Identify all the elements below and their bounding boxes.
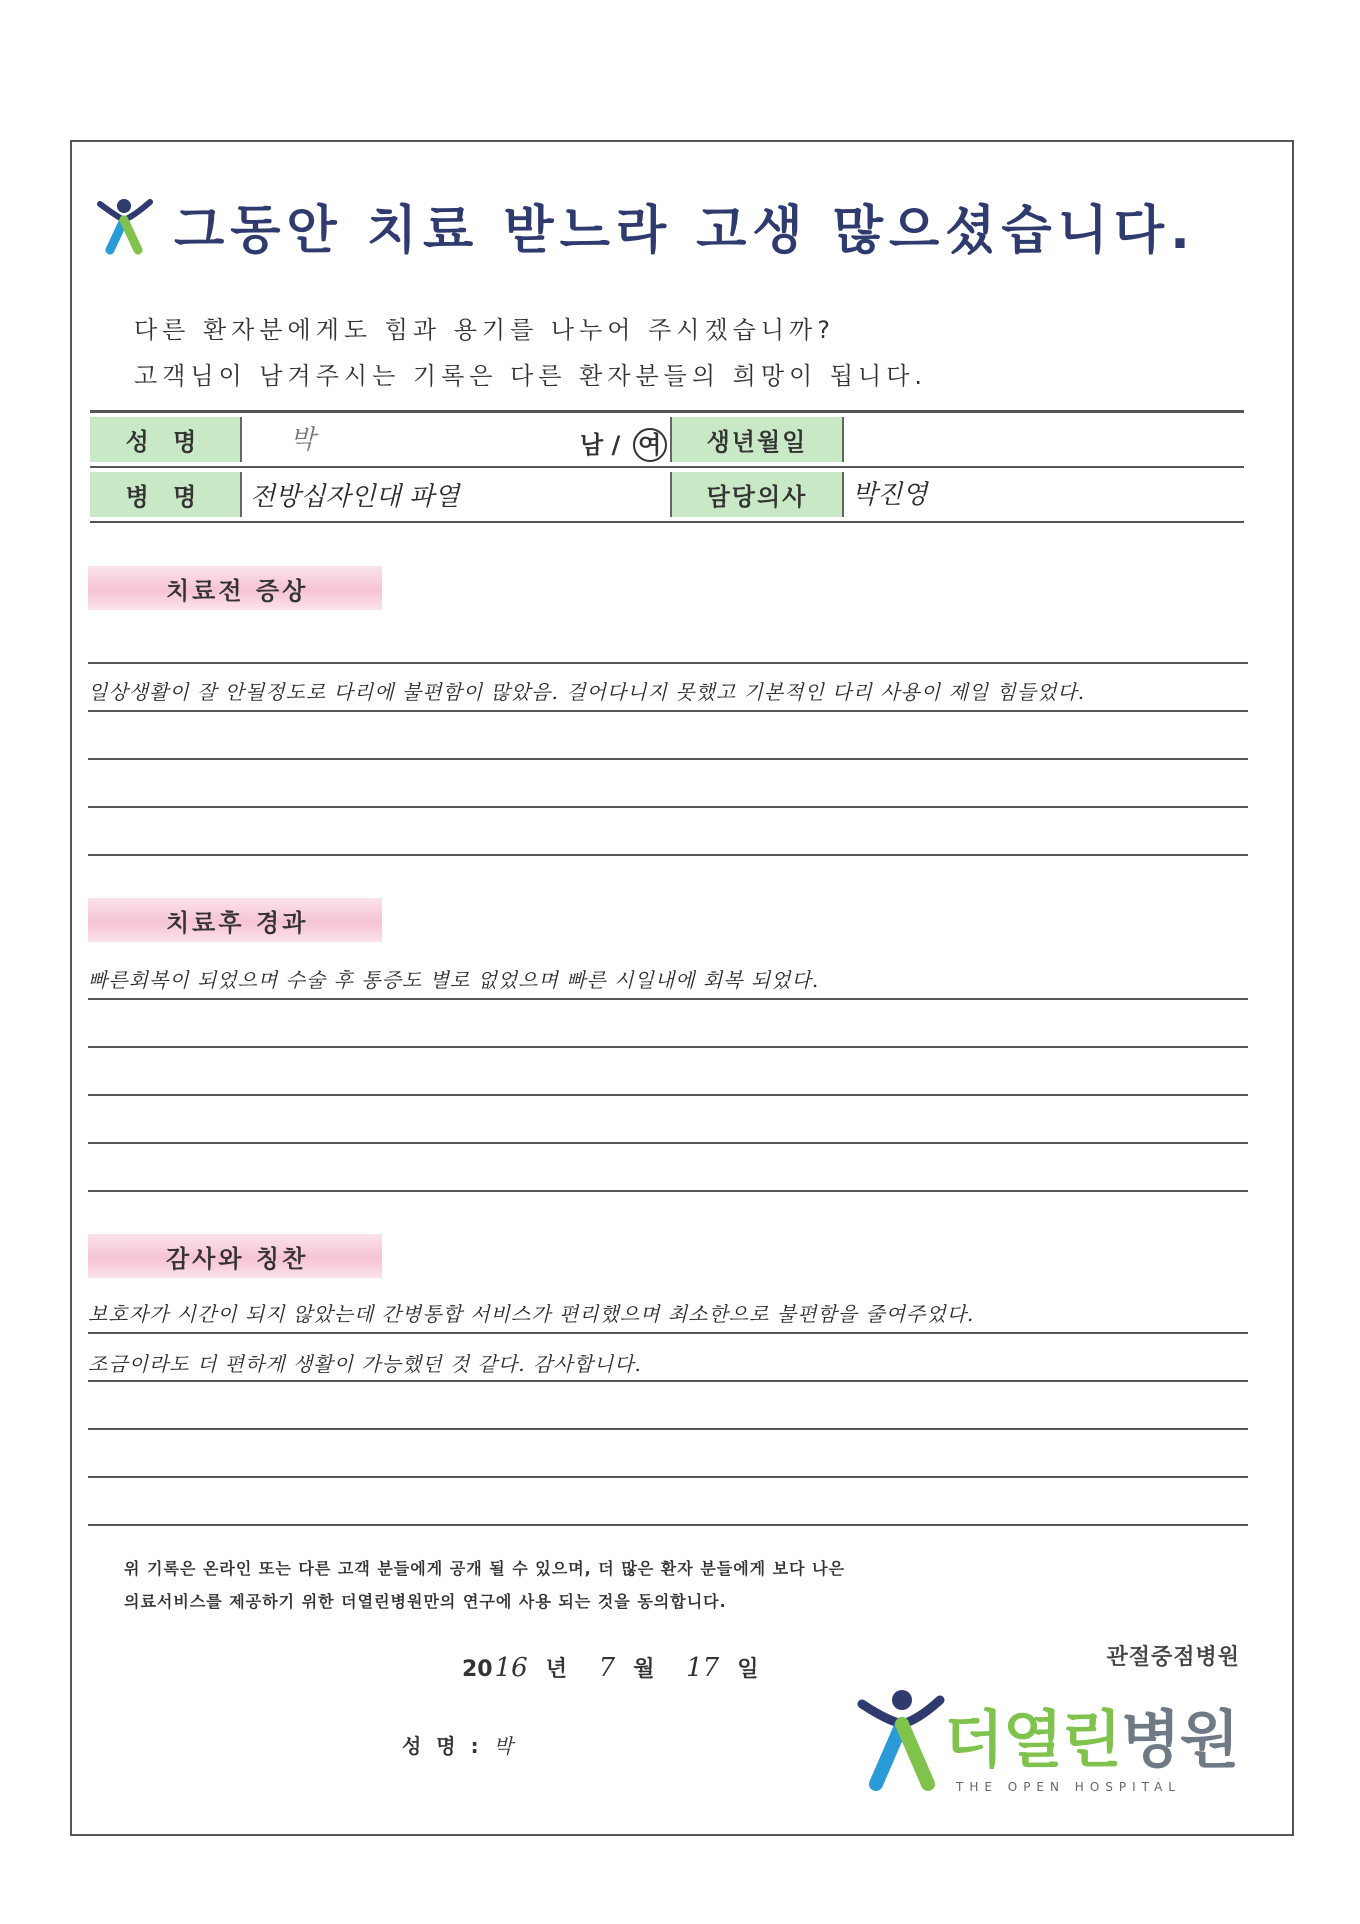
feedback-form <box>70 140 1294 1836</box>
signature-field[interactable] <box>402 1730 513 1759</box>
date-field[interactable] <box>462 1652 759 1683</box>
section-before-header: 치료전 증상 <box>88 566 382 610</box>
date-day-label: 일 <box>737 1657 759 1682</box>
intro-line-1: 다른 환자분에게도 힘과 용기를 나누어 주시겠습니까? <box>134 316 835 344</box>
ruled-line <box>88 662 1248 664</box>
date-year-value: 16 <box>494 1653 528 1683</box>
date-month-label: 월 <box>633 1657 655 1682</box>
ruled-line <box>88 1094 1248 1096</box>
date-year-label: 년 <box>545 1657 567 1682</box>
logo-brand-green: 더열린 <box>944 1703 1121 1776</box>
consent-line-2: 의료서비스를 제공하기 위한 더열린병원만의 연구에 사용 되는 것을 동의합니다. <box>124 1592 727 1611</box>
logo-brand <box>944 1690 1238 1779</box>
doctor-value[interactable]: 박진영 <box>852 480 928 510</box>
date-prefix: 20 <box>462 1657 493 1682</box>
ruled-line <box>88 1046 1248 1048</box>
gender-selected: 여 <box>633 428 667 462</box>
signature-label: 성 명 : <box>402 1734 483 1758</box>
hospital-logo <box>852 1640 1252 1820</box>
ruled-line <box>88 854 1248 856</box>
form-header <box>94 188 1196 263</box>
ruled-line <box>88 998 1248 1000</box>
logo-mascot-icon <box>852 1684 948 1794</box>
patient-info-table <box>90 410 1244 523</box>
ruled-line <box>88 1332 1248 1334</box>
hospital-mascot-icon <box>94 194 158 258</box>
ruled-line <box>88 710 1248 712</box>
gender-field[interactable] <box>580 425 667 462</box>
ruled-line <box>88 1476 1248 1478</box>
ruled-line <box>88 1428 1248 1430</box>
section-thanks-header: 감사와 칭찬 <box>88 1234 382 1278</box>
page-title: 그동안 치료 받느라 고생 많으셨습니다. <box>174 201 1196 261</box>
date-month-value: 7 <box>598 1653 616 1683</box>
doctor-label: 담당의사 <box>670 472 844 517</box>
ruled-line <box>88 1190 1248 1192</box>
name-label: 성 명 <box>90 417 242 462</box>
signature-value: 박 <box>493 1734 513 1758</box>
gender-options-text: 남 / <box>580 431 621 459</box>
ruled-line <box>88 1524 1248 1526</box>
logo-english: THE OPEN HOSPITAL <box>956 1780 1181 1794</box>
ruled-line <box>88 1380 1248 1382</box>
before-line-1[interactable]: 일상생활이 잘 안될정도로 다리에 불편함이 많았음. 걸어다니지 못했고 기본적인 다리 사용이 제일 힘들었다. <box>88 680 1086 704</box>
disease-label: 병 명 <box>90 472 242 517</box>
disease-value[interactable]: 전방십자인대 파열 <box>250 482 460 512</box>
ruled-line <box>88 806 1248 808</box>
thanks-line-1[interactable]: 보호자가 시간이 되지 않았는데 간병통합 서비스가 편리했으며 최소한으로 불편함을 줄여주었다. <box>88 1302 975 1326</box>
thanks-line-2[interactable]: 조금이라도 더 편하게 생활이 가능했던 것 같다. 감사합니다. <box>88 1352 642 1376</box>
ruled-line <box>88 1142 1248 1144</box>
logo-subtitle: 관절중점병원 <box>1106 1645 1240 1670</box>
birth-label: 생년월일 <box>670 417 844 462</box>
section-after-header: 치료후 경과 <box>88 898 382 942</box>
ruled-line <box>88 758 1248 760</box>
after-line-1[interactable]: 빠른회복이 되었으며 수술 후 통증도 별로 없었으며 빠른 시일내에 회복 되었다. <box>88 968 820 992</box>
logo-brand-gray: 병원 <box>1120 1703 1239 1776</box>
consent-line-1: 위 기록은 온라인 또는 다른 고객 분들에게 공개 될 수 있으며, 더 많은 환자 분들에게 보다 나은 <box>124 1559 846 1578</box>
info-row-name <box>90 410 1244 468</box>
date-day-value: 17 <box>686 1653 720 1683</box>
info-row-disease <box>90 468 1244 523</box>
name-value[interactable]: 박 <box>290 425 316 455</box>
intro-line-2: 고객님이 남겨주시는 기록은 다른 환자분들의 희망이 됩니다. <box>134 362 928 390</box>
